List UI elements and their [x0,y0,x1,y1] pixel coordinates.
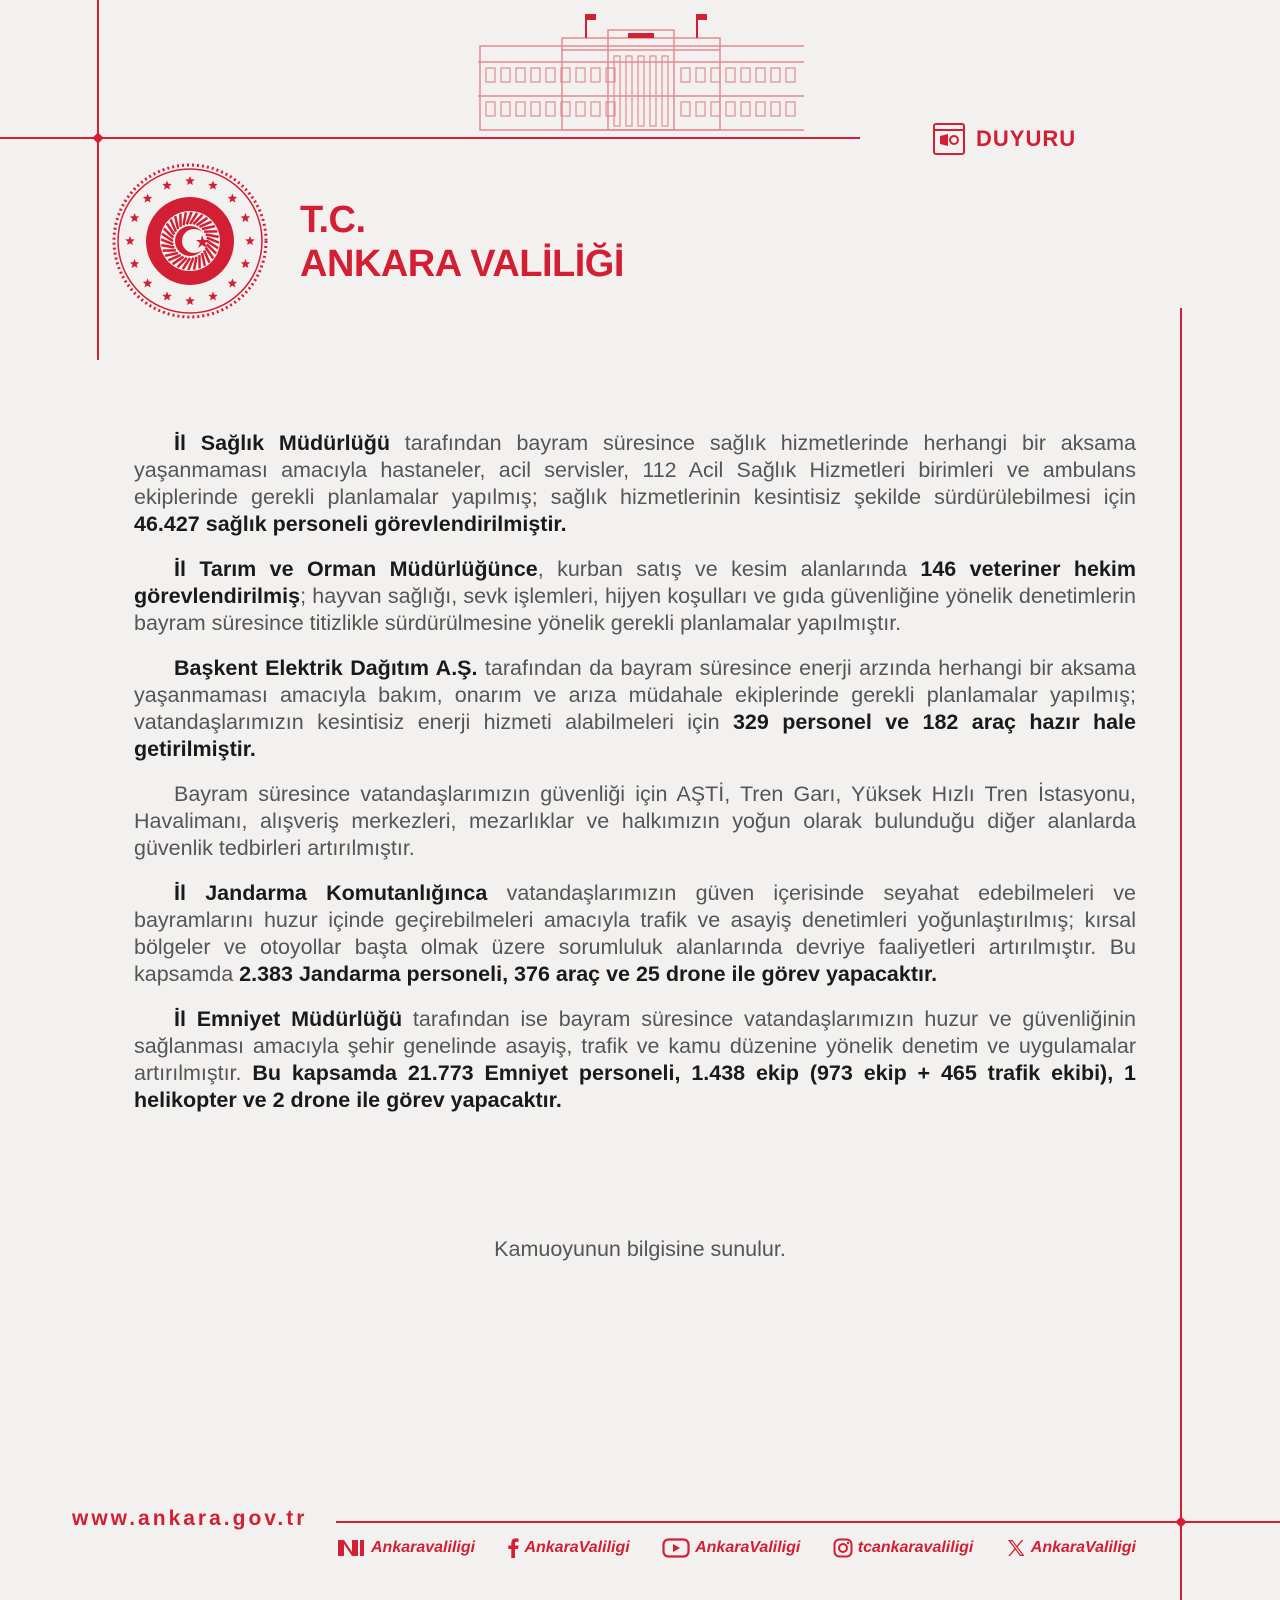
social-label: AnkaraValiligi [695,1539,801,1556]
social-links [336,1538,1136,1558]
social-youtube[interactable] [662,1538,800,1558]
seal-star [241,213,251,222]
seal-star [162,291,172,300]
seal-star [130,259,140,268]
seal-star [143,278,153,287]
seal-star [228,194,238,203]
social-x[interactable] [1006,1538,1136,1558]
body-text: , kurban satış ve kesim alanlarında [537,557,921,581]
x-icon [1006,1538,1026,1558]
paragraph-6 [134,1006,1136,1114]
facebook-icon [507,1538,519,1558]
body-text: tarafından da bayram süresince enerji arzında herhangi bir aksama yaşanmaması amacıyla bakım, onarım ve arıza müdahale ekiplerinde gerekli planlamalar yapılmış; vatandaşlarımızın kesintisiz enerji hizmeti alabilmeleri için [134,656,1136,734]
bold-text: 329 personel ve 182 araç hazır hale getirilmiştir. [134,710,1136,761]
seal-star [208,291,218,300]
bold-text: Başkent Elektrik Dağıtım A.Ş. [174,656,478,680]
frame-line-top-horizontal [0,137,860,139]
bold-text: İl Emniyet Müdürlüğü [174,1007,403,1031]
header-title [300,198,624,286]
title-line-ankara-valiligi: ANKARA VALİLİĞİ [300,243,624,285]
title-line-tc: T.C. [300,199,366,241]
seal-star [208,181,218,190]
seal-star [185,176,195,185]
social-label: AnkaraValiligi [524,1539,630,1556]
frame-line-right-vertical [1180,308,1182,1600]
frame-line-left-vertical [97,0,99,360]
bold-text: İl Tarım ve Orman Müdürlüğünce [174,557,538,581]
bold-text: 2.383 Jandarma personeli, 376 araç ve 25 drone ile görev yapacaktır. [239,962,938,986]
government-building-illustration [478,10,804,132]
body-text: tarafından bayram süresince sağlık hizmetlerinde herhangi bir aksama yaşanmaması amacıyla hastaneler, acil servisler, 112 Acil Sağlık Hizmetleri birimleri ve ambulans ekiplerinde gerekli planlamalar yapılmış; sağlık hizmetlerinin kesintisiz şekilde sürdürülebilmesi için [134,431,1136,509]
bold-text: İl Jandarma Komutanlığınca [174,881,488,905]
seal-star [185,296,195,305]
youtube-icon [662,1538,690,1558]
bold-text: 46.427 sağlık personeli görevlendirilmiştir. [134,512,567,536]
social-facebook[interactable] [507,1538,629,1558]
bold-text: 146 veteriner hekim görevlendirilmiş [134,557,1136,608]
paragraph-5 [134,880,1136,988]
seal-star [143,194,153,203]
seal-star [241,259,251,268]
body-text: tarafından ise bayram süresince vatandaşlarımızın huzur ve güvenliğinin sağlanması amacıyla şehir genelinde asayiş, trafik ve kamu düzenine yönelik denetim ve uygulamalar artırılmıştır. [134,1007,1136,1085]
frame-line-bottom-horizontal [336,1521,1280,1523]
social-label: AnkaraValiligi [1030,1539,1136,1556]
ankara-valiligi-seal-logo [112,163,268,319]
bold-text: Bu kapsamda 21.773 Emniyet personeli, 1.438 ekip (973 ekip + 465 trafik ekibi), 1 helikopter ve 2 drone ile görev yapacaktır. [134,1061,1136,1112]
paragraph-3 [134,655,1136,763]
social-label: Ankaravaliligi [371,1539,476,1556]
social-label: tcankaravaliligi [857,1539,974,1556]
body-text: vatandaşlarımızın güven içerisinde seyahat edebilmeleri ve bayramlarını huzur içinde geçirebilmeleri amacıyla trafik ve asayiş denetimleri yoğunlaştırılmış; kırsal bölgeler ve otoyollar başta olmak üzere sorumluluk alanlarında devriye faaliyetleri artırılmıştır. Bu kapsamda [134,881,1137,986]
social-nsosyal[interactable] [336,1538,475,1558]
paragraph-2 [134,556,1136,637]
frame-corner-dot-bottom [1175,1516,1186,1527]
nsosyal-icon [336,1538,366,1558]
seal-star [228,278,238,287]
announcement-icon [932,122,966,156]
duyuru-label: DUYURU [976,126,1077,151]
duyuru-badge [932,122,1076,156]
seal-star [125,236,135,245]
seal-star [245,236,255,245]
announcement-body [134,430,1136,1132]
closing-statement: Kamuoyunun bilgisine sunulur. [494,1237,786,1261]
website-link[interactable]: www.ankara.gov.tr [72,1507,308,1530]
seal-star [162,181,172,190]
paragraph-4 [134,781,1136,862]
bold-text: İl Sağlık Müdürlüğü [174,431,390,455]
paragraph-1 [134,430,1136,538]
body-text: ; hayvan sağlığı, sevk işlemleri, hijyen koşulları ve gıda güvenliğine yönelik denetimlerin bayram süresince titizlikle sürdürülmesine yönelik gerekli planlamalar yapılmıştır. [134,584,1136,635]
instagram-icon [833,1538,853,1558]
social-instagram[interactable] [833,1538,974,1558]
seal-star [130,213,140,222]
frame-corner-dot-top [92,132,103,143]
body-text: Bayram süresince vatandaşlarımızın güvenliği için AŞTİ, Tren Garı, Yüksek Hızlı Tren İstasyonu, Havalimanı, alışveriş merkezleri, mezarlıklar ve halkımızın yoğun olarak bulunduğu diğer alanlarda güvenlik tedbirleri artırılmıştır. [134,782,1136,860]
